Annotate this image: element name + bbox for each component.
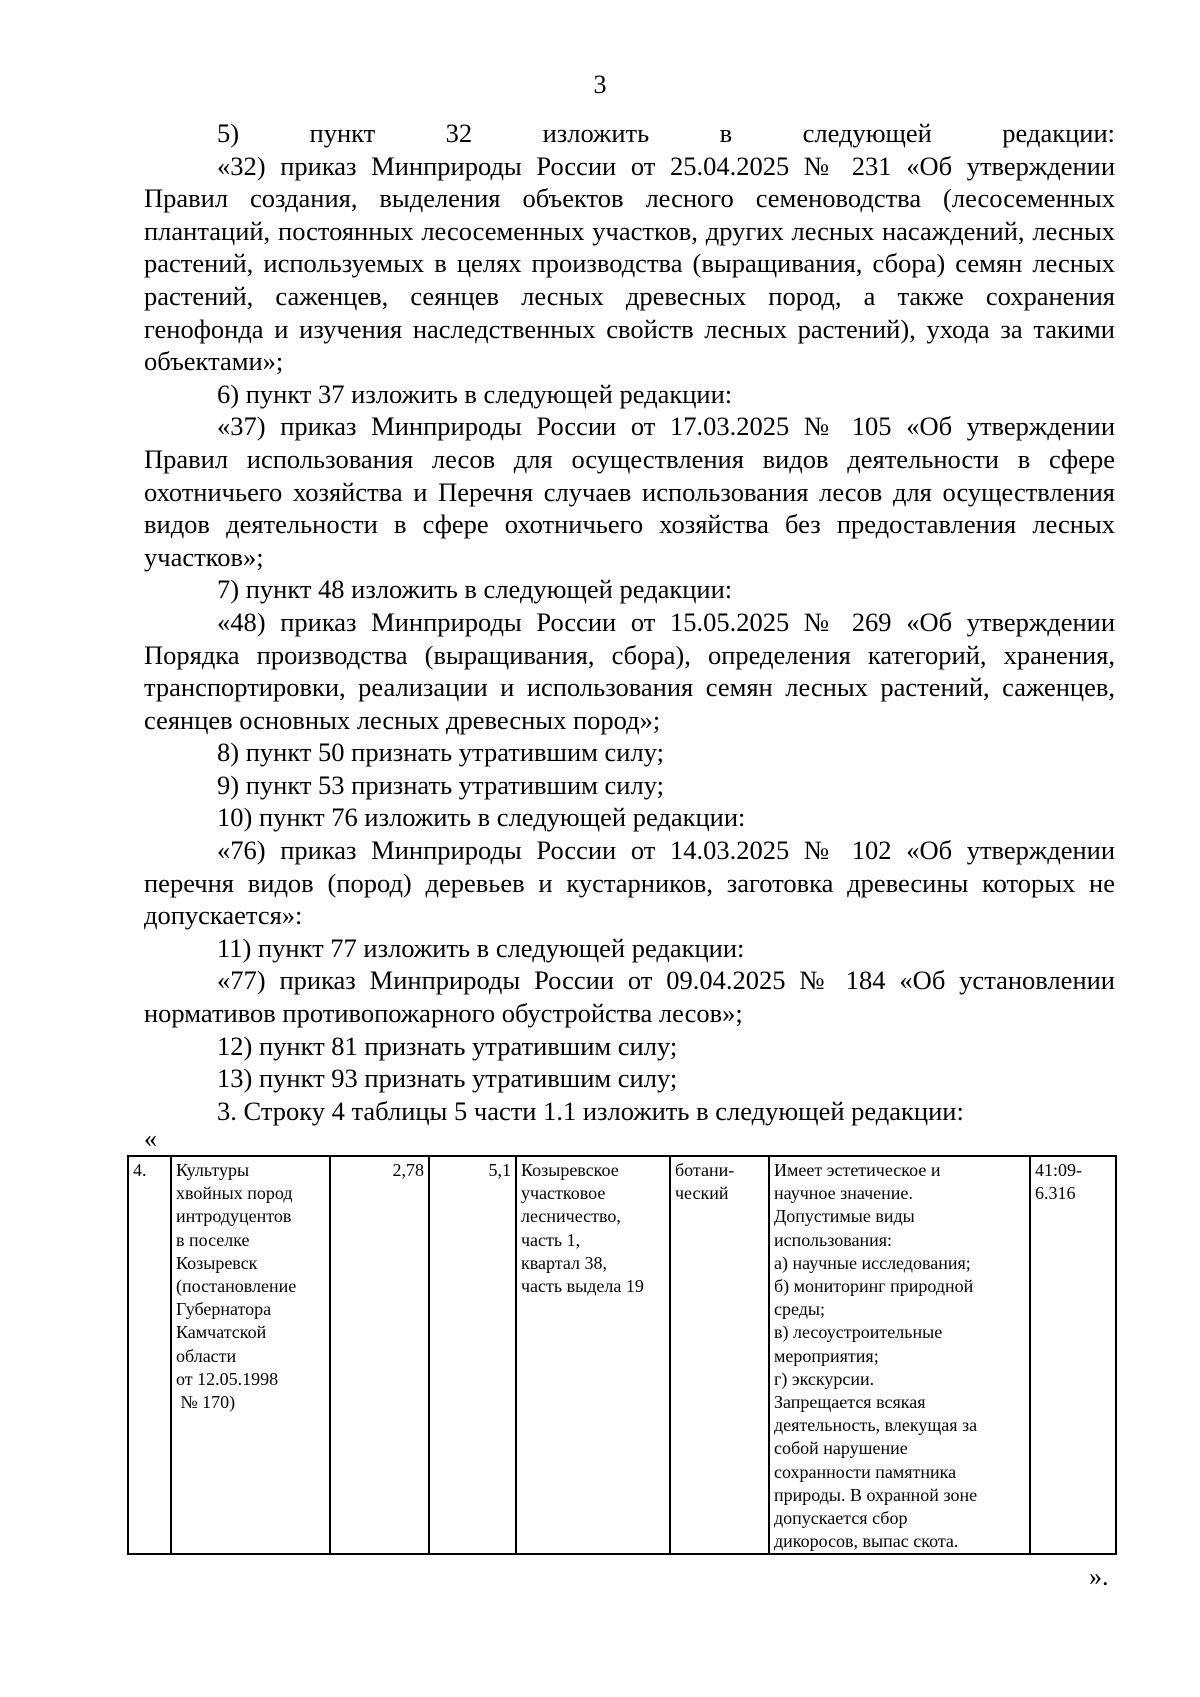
paragraph: 5) пункт 32 изложить в следующей редакции: xyxy=(217,118,1115,148)
cell-line: от 12.05.1998 xyxy=(176,1368,279,1389)
paragraph: «37) приказ Минприроды России от 17.03.2025 № 105 «Об утверждении Правил использования лесов для осуществления видов деятельности в сфере охотничьего хозяйства и Перечня случаев использования лесов для осуществления видов деятельности в сфере охотничьего хозяйства без предоставления лесных участков»; xyxy=(144,411,1115,572)
paragraph: «77) приказ Минприроды России от 09.04.2025 № 184 «Об установлении нормативов противопожарного обустройства лесов»; xyxy=(144,965,1115,1029)
cell-line: № 170) xyxy=(176,1392,236,1413)
paragraph: 12) пункт 81 признать утратившим силу; xyxy=(217,1030,678,1061)
cell-line: природы. В охранной зоне xyxy=(774,1484,978,1505)
cell-line: деятельность, влекущая за xyxy=(774,1415,978,1436)
table-row-4 xyxy=(127,1155,1117,1555)
cell-line: Камчатской xyxy=(176,1322,267,1343)
page-number: 3 xyxy=(593,70,607,99)
cell-line: Козыревск xyxy=(176,1252,258,1273)
cell-line: Культуры xyxy=(176,1160,250,1180)
quote-close: ». xyxy=(1089,1562,1109,1591)
cell-line: б) мониторинг природной xyxy=(774,1276,974,1297)
paragraph: 6) пункт 37 изложить в следующей редакции: xyxy=(217,378,733,409)
table-row xyxy=(128,1156,1116,1554)
cell-line: использования: xyxy=(774,1229,893,1250)
cell-line: участковое xyxy=(521,1183,606,1204)
cell-line: области xyxy=(176,1345,237,1366)
cell-line: г) экскурсии. xyxy=(774,1368,875,1389)
location-cell xyxy=(516,1156,670,1554)
quote-open: « xyxy=(144,1124,157,1153)
object-name-cell xyxy=(171,1156,330,1554)
cell-line: интродуцентов xyxy=(176,1206,292,1227)
cell-line: хвойных пород xyxy=(176,1183,293,1204)
cell-line: часть выдела 19 xyxy=(521,1276,644,1297)
paragraph: 11) пункт 77 изложить в следующей редакции: xyxy=(217,932,745,963)
cell-line: 6.316 xyxy=(1035,1183,1076,1204)
profile-cell xyxy=(670,1156,769,1554)
area-cell: 2,78 xyxy=(330,1156,429,1554)
paragraph: «48) приказ Минприроды России от 15.05.2025 № 269 «Об утверждении Порядка производства (выращивания, сбора), определения категорий, хранения, транспортировки, реализации и использования семян лесных растений, саженцев, сеянцев основных лесных древесных пород»; xyxy=(144,606,1115,735)
cell-line: Козыревское xyxy=(521,1160,619,1180)
paragraph: 7) пункт 48 изложить в следующей редакции: xyxy=(217,574,733,605)
cell-line: сохранности памятника xyxy=(774,1461,957,1482)
cell-line: дикоросов, выпас скота. xyxy=(774,1531,959,1552)
cell-line: собой нарушение xyxy=(774,1438,908,1459)
cell-line: Губернатора xyxy=(176,1299,272,1320)
cell-line: (постановление xyxy=(176,1276,297,1297)
cell-line: часть 1, xyxy=(521,1229,581,1250)
cadastral-code-cell xyxy=(1030,1156,1116,1554)
cell-line: среды; xyxy=(774,1299,825,1320)
cell-line: научное значение. xyxy=(774,1183,913,1204)
cell-line: Допустимые виды xyxy=(774,1206,915,1227)
document-body xyxy=(144,117,1115,1127)
cell-line: Запрещается всякая xyxy=(774,1392,926,1413)
row-number-cell: 4. xyxy=(128,1156,171,1554)
cell-line: допускается сбор xyxy=(774,1508,908,1529)
paragraph: 8) пункт 50 признать утратившим силу; xyxy=(217,737,664,768)
paragraph: 3. Строку 4 таблицы 5 части 1.1 изложить в следующей редакции: xyxy=(217,1095,964,1126)
cell-line: ческий xyxy=(675,1183,729,1204)
paragraph: «76) приказ Минприроды России от 14.03.2025 № 102 «Об утверждении перечня видов (пород) деревьев и кустарников, заготовка древесины которых не допускается»: xyxy=(144,835,1115,931)
cell-line: мероприятия; xyxy=(774,1345,879,1366)
paragraph: 10) пункт 76 изложить в следующей редакции: xyxy=(217,802,746,833)
cell-line: 41:09- xyxy=(1035,1160,1082,1180)
cell-line: Имеет эстетическое и xyxy=(774,1160,941,1180)
paragraph: 13) пункт 93 признать утратившим силу; xyxy=(217,1063,678,1094)
cell-line: в поселке xyxy=(176,1229,250,1250)
value-cell: 5,1 xyxy=(429,1156,516,1554)
paragraph: 9) пункт 53 признать утратившим силу; xyxy=(217,769,664,800)
cell-line: ботани- xyxy=(675,1160,735,1180)
paragraph: «32) приказ Минприроды России от 25.04.2025 № 231 «Об утверждении Правил создания, выделения объектов лесного семеноводства (лесосеменных плантаций, постоянных лесосеменных участков, других лесных насаждений, лесных растений, используемых в целях производства (выращивания, сбора) семян лесных растений, саженцев, сеянцев лесных древесных пород, а также сохранения генофонда и изучения наследственных свойств лесных растений), ухода за такими объектами»; xyxy=(144,150,1115,377)
cell-line: лесничество, xyxy=(521,1206,621,1227)
cell-line: квартал 38, xyxy=(521,1252,607,1273)
cell-line: в) лесоустроительные xyxy=(774,1322,943,1343)
cell-line: а) научные исследования; xyxy=(774,1252,971,1273)
description-cell xyxy=(769,1156,1030,1554)
